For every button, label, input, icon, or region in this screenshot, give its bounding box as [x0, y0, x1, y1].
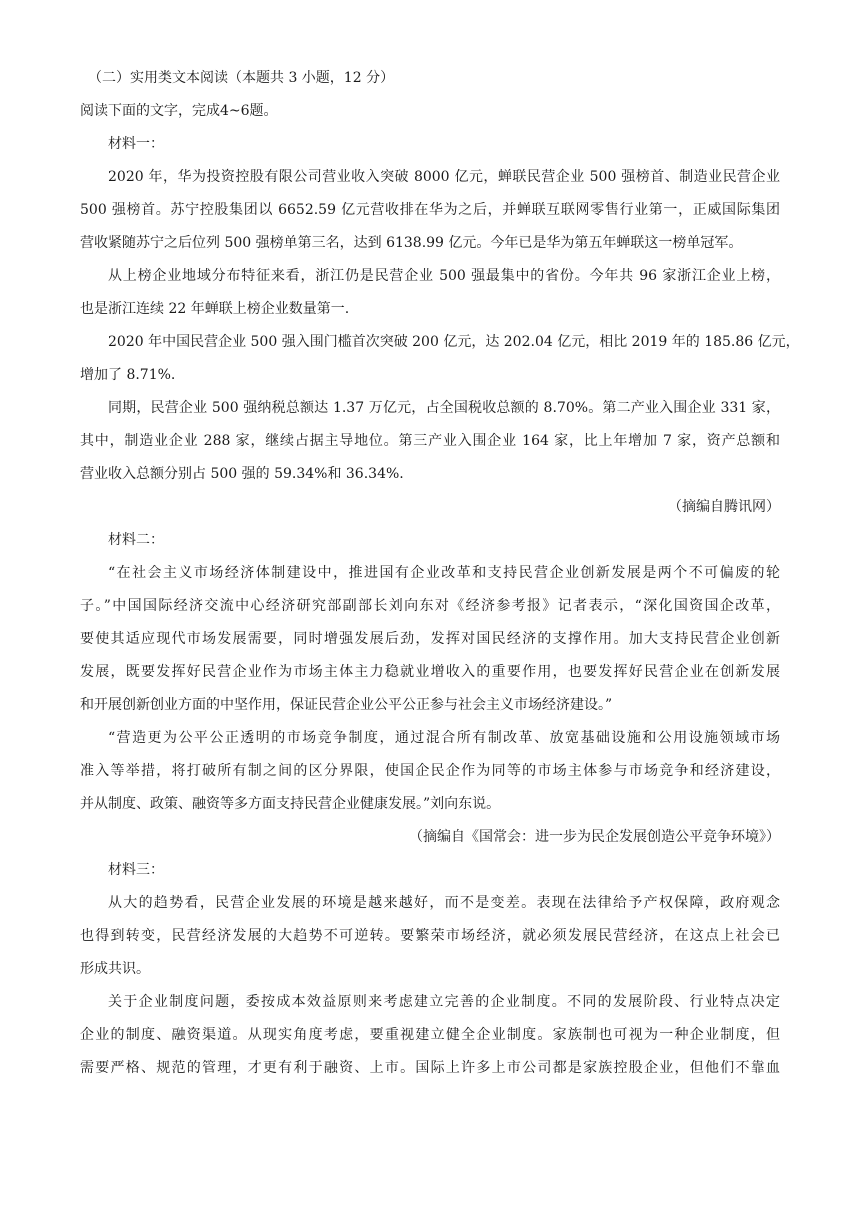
instruction: 阅读下面的文字，完成4~6题。: [80, 103, 278, 119]
document-page: [80, 68, 800, 1078]
material3-p2-line3: 需要严格、规范的管理，才更有利于融资、上市。国际上许多上市公司都是家族控股企业，但他们不靠血: [80, 1060, 780, 1076]
material3-p2-line2: 企业的制度、融资渠道。从现实角度考虑，要重视建立健全企业制度。家族制也可视为一种企业制度，但: [80, 1027, 780, 1043]
material1-p4-line2: 其中，制造业企业 288 家，继续占据主导地位。第三产业入围企业 164 家，比上年增加 7 家，资产总额和: [80, 433, 780, 449]
material1-p1-line2: 500 强榜首。苏宁控股集团以 6652.59 亿元营收排在华为之后，并蝉联互联网零售行业第一，正威国际集团: [80, 202, 780, 218]
material2-p1-line1: “在社会主义市场经济体制建设中，推进国有企业改革和支持民营企业创新发展是两个不可偏废的轮: [108, 565, 780, 581]
material2-p2-line1: “营造更为公平公正透明的市场竞争制度，通过混合所有制改革、放宽基础设施和公用设施领域市场: [108, 730, 780, 746]
material1-source: （摘编自腾讯网）: [668, 499, 780, 515]
material2-p1-line3: 要使其适应现代市场发展需要，同时增强发展后劲，发挥对国民经济的支撑作用。加大支持民营企业创新: [80, 631, 780, 647]
material2-p1-line2: 子。”中国国际经济交流中心经济研究部副部长刘向东对《经济参考报》记者表示，“深化国资国企改革，: [80, 598, 780, 614]
material1-p3-line1: 2020 年中国民营企业 500 强入围门槛首次突破 200 亿元，达 202.04 亿元，相比 2019 年的 185.86 亿元，: [108, 334, 800, 350]
material2-p1-line4: 发展，既要发挥好民营企业作为市场主体主力稳就业增收入的重要作用，也要发挥好民营企业在创新发展: [80, 664, 780, 680]
material2-label: 材料二：: [108, 532, 164, 548]
material2-p2-line2: 准入等举措，将打破所有制之间的区分界限，使国企民企作为同等的市场主体参与市场竞争和经济建设，: [80, 763, 780, 779]
material1-label: 材料一：: [108, 136, 164, 152]
material1-p4-line1: 同期，民营企业 500 强纳税总额达 1.37 万亿元，占全国税收总额的 8.70%。第二产业入围企业 331 家，: [108, 400, 780, 416]
material3-p1-line3: 形成共识。: [80, 961, 150, 977]
material3-p1-line1: 从大的趋势看，民营企业发展的环境是越来越好，而不是变差。表现在法律给予产权保障，政府观念: [108, 895, 780, 911]
material1-p4-line3: 营业收入总额分别占 500 强的 59.34%和 36.34%.: [80, 466, 404, 482]
material2-source: （摘编自《国常会：进一步为民企发展创造公平竞争环境》）: [409, 829, 780, 845]
material3-label: 材料三：: [108, 862, 164, 878]
material3-p1-line2: 也得到转变，民营经济发展的大趋势不可逆转。要繁荣市场经济，就必须发展民营经济，在这点上社会已: [80, 928, 780, 944]
material1-p1-line3: 营收紧随苏宁之后位列 500 强榜单第三名，达到 6138.99 亿元。今年已是华为第五年蝉联这一榜单冠军。: [80, 235, 743, 251]
material2-p1-line5: 和开展创新创业方面的中坚作用，保证民营企业公平公正参与社会主义市场经济建设。”: [80, 697, 613, 713]
material1-p3-line2: 增加了 8.71%.: [80, 367, 176, 383]
section-heading: （二）实用类文本阅读（本题共 3 小题，12 分）: [88, 70, 395, 86]
material1-p1-line1: 2020 年，华为投资控股有限公司营业收入突破 8000 亿元，蝉联民营企业 500 强榜首、制造业民营企业: [108, 169, 780, 185]
material3-p2-line1: 关于企业制度问题，委按成本效益原则来考虑建立完善的企业制度。不同的发展阶段、行业特点决定: [108, 994, 780, 1010]
material1-p2-line2: 也是浙江连续 22 年蝉联上榜企业数量第一.: [80, 301, 350, 317]
material2-p2-line3: 并从制度、政策、融资等多方面支持民营企业健康发展。”刘向东说。: [80, 796, 501, 812]
material1-p2-line1: 从上榜企业地域分布特征来看，浙江仍是民营企业 500 强最集中的省份。今年共 96 家浙江企业上榜，: [108, 268, 780, 284]
